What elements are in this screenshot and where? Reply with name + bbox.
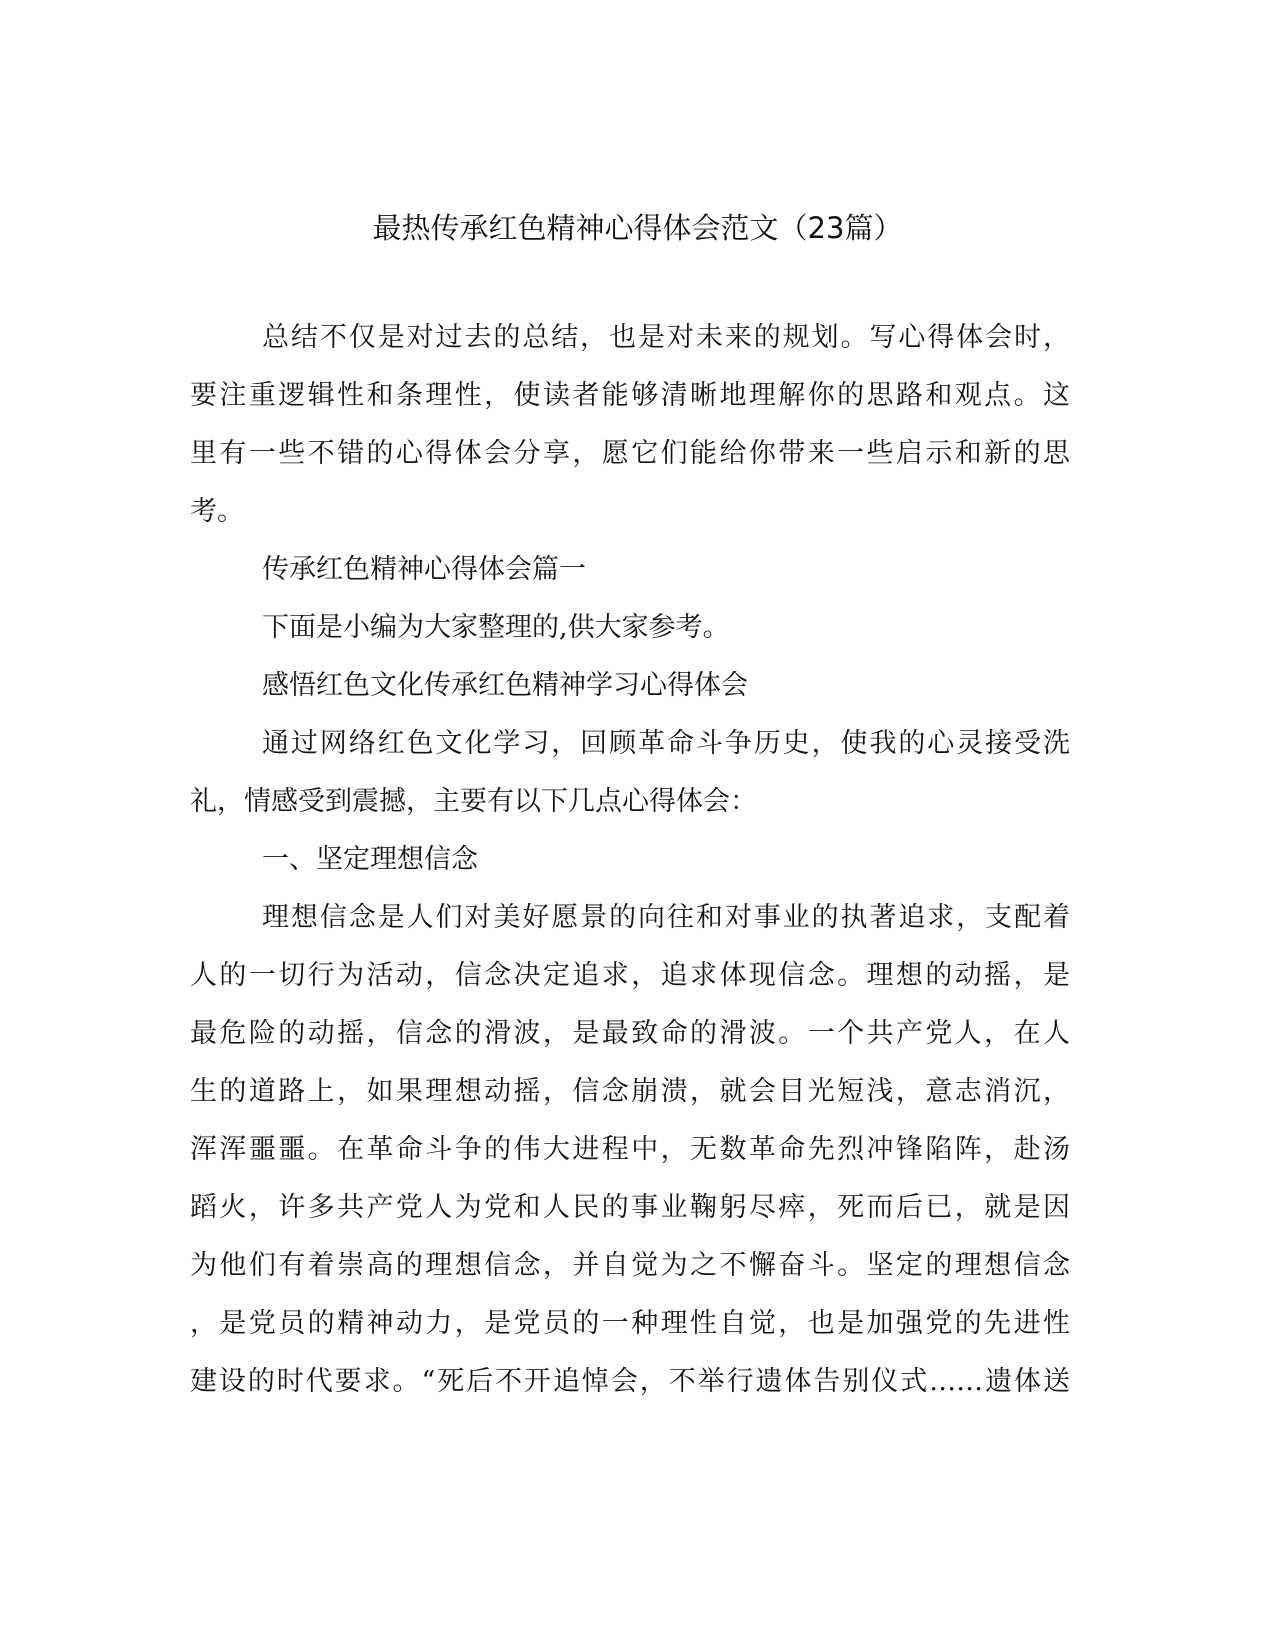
article-heading: 感悟红色文化传承红色精神学习心得体会 <box>262 670 748 701</box>
text-line-4: 考。 <box>190 496 244 527</box>
text-line-1: 总结不仅是对过去的总结，也是对未来的规划。写心得体会时， <box>262 322 1070 353</box>
text-line-9: 礼，情感受到震撼，主要有以下几点心得体会： <box>190 786 757 817</box>
document-title: 最热传承红色精神心得体会范文（23篇） <box>372 211 903 245</box>
text-line-19: 建设的时代要求。“死后不开追悼会，不举行遗体告别仪式……遗体送 <box>190 1366 1070 1397</box>
text-line-12: 人的一切行为活动，信念决定追求，追求体现信念。理想的动摇，是 <box>190 960 1070 991</box>
text-line-17: 为他们有着崇高的理想信念，并自觉为之不懈奋斗。坚定的理想信念 <box>190 1250 1070 1281</box>
text-line-14: 生的道路上，如果理想动摇，信念崩溃，就会目光短浅，意志消沉， <box>190 1076 1070 1107</box>
text-line-15: 浑浑噩噩。在革命斗争的伟大进程中，无数革命先烈冲锋陷阵，赴汤 <box>190 1134 1070 1165</box>
text-line-11: 理想信念是人们对美好愿景的向往和对事业的执著追求，支配着 <box>262 902 1070 933</box>
text-line-16: 蹈火，许多共产党人为党和人民的事业鞠躬尽瘁，死而后已，就是因 <box>190 1192 1070 1223</box>
text-line-8: 通过网络红色文化学习，回顾革命斗争历史，使我的心灵接受洗 <box>262 728 1070 759</box>
text-line-2: 要注重逻辑性和条理性，使读者能够清晰地理解你的思路和观点。这 <box>190 380 1070 411</box>
text-line-3: 里有一些不错的心得体会分享，愿它们能给你带来一些启示和新的思 <box>190 438 1070 469</box>
text-line-18: ，是党员的精神动力，是党员的一种理性自觉，也是加强党的先进性 <box>190 1308 1070 1339</box>
text-line-13: 最危险的动摇，信念的滑波，是最致命的滑波。一个共产党人，在人 <box>190 1018 1070 1049</box>
subsection-heading-1: 一、坚定理想信念 <box>262 844 478 875</box>
text-line-6: 下面是小编为大家整理的,供大家参考。 <box>262 612 730 643</box>
section-heading-1: 传承红色精神心得体会篇一 <box>262 554 586 585</box>
